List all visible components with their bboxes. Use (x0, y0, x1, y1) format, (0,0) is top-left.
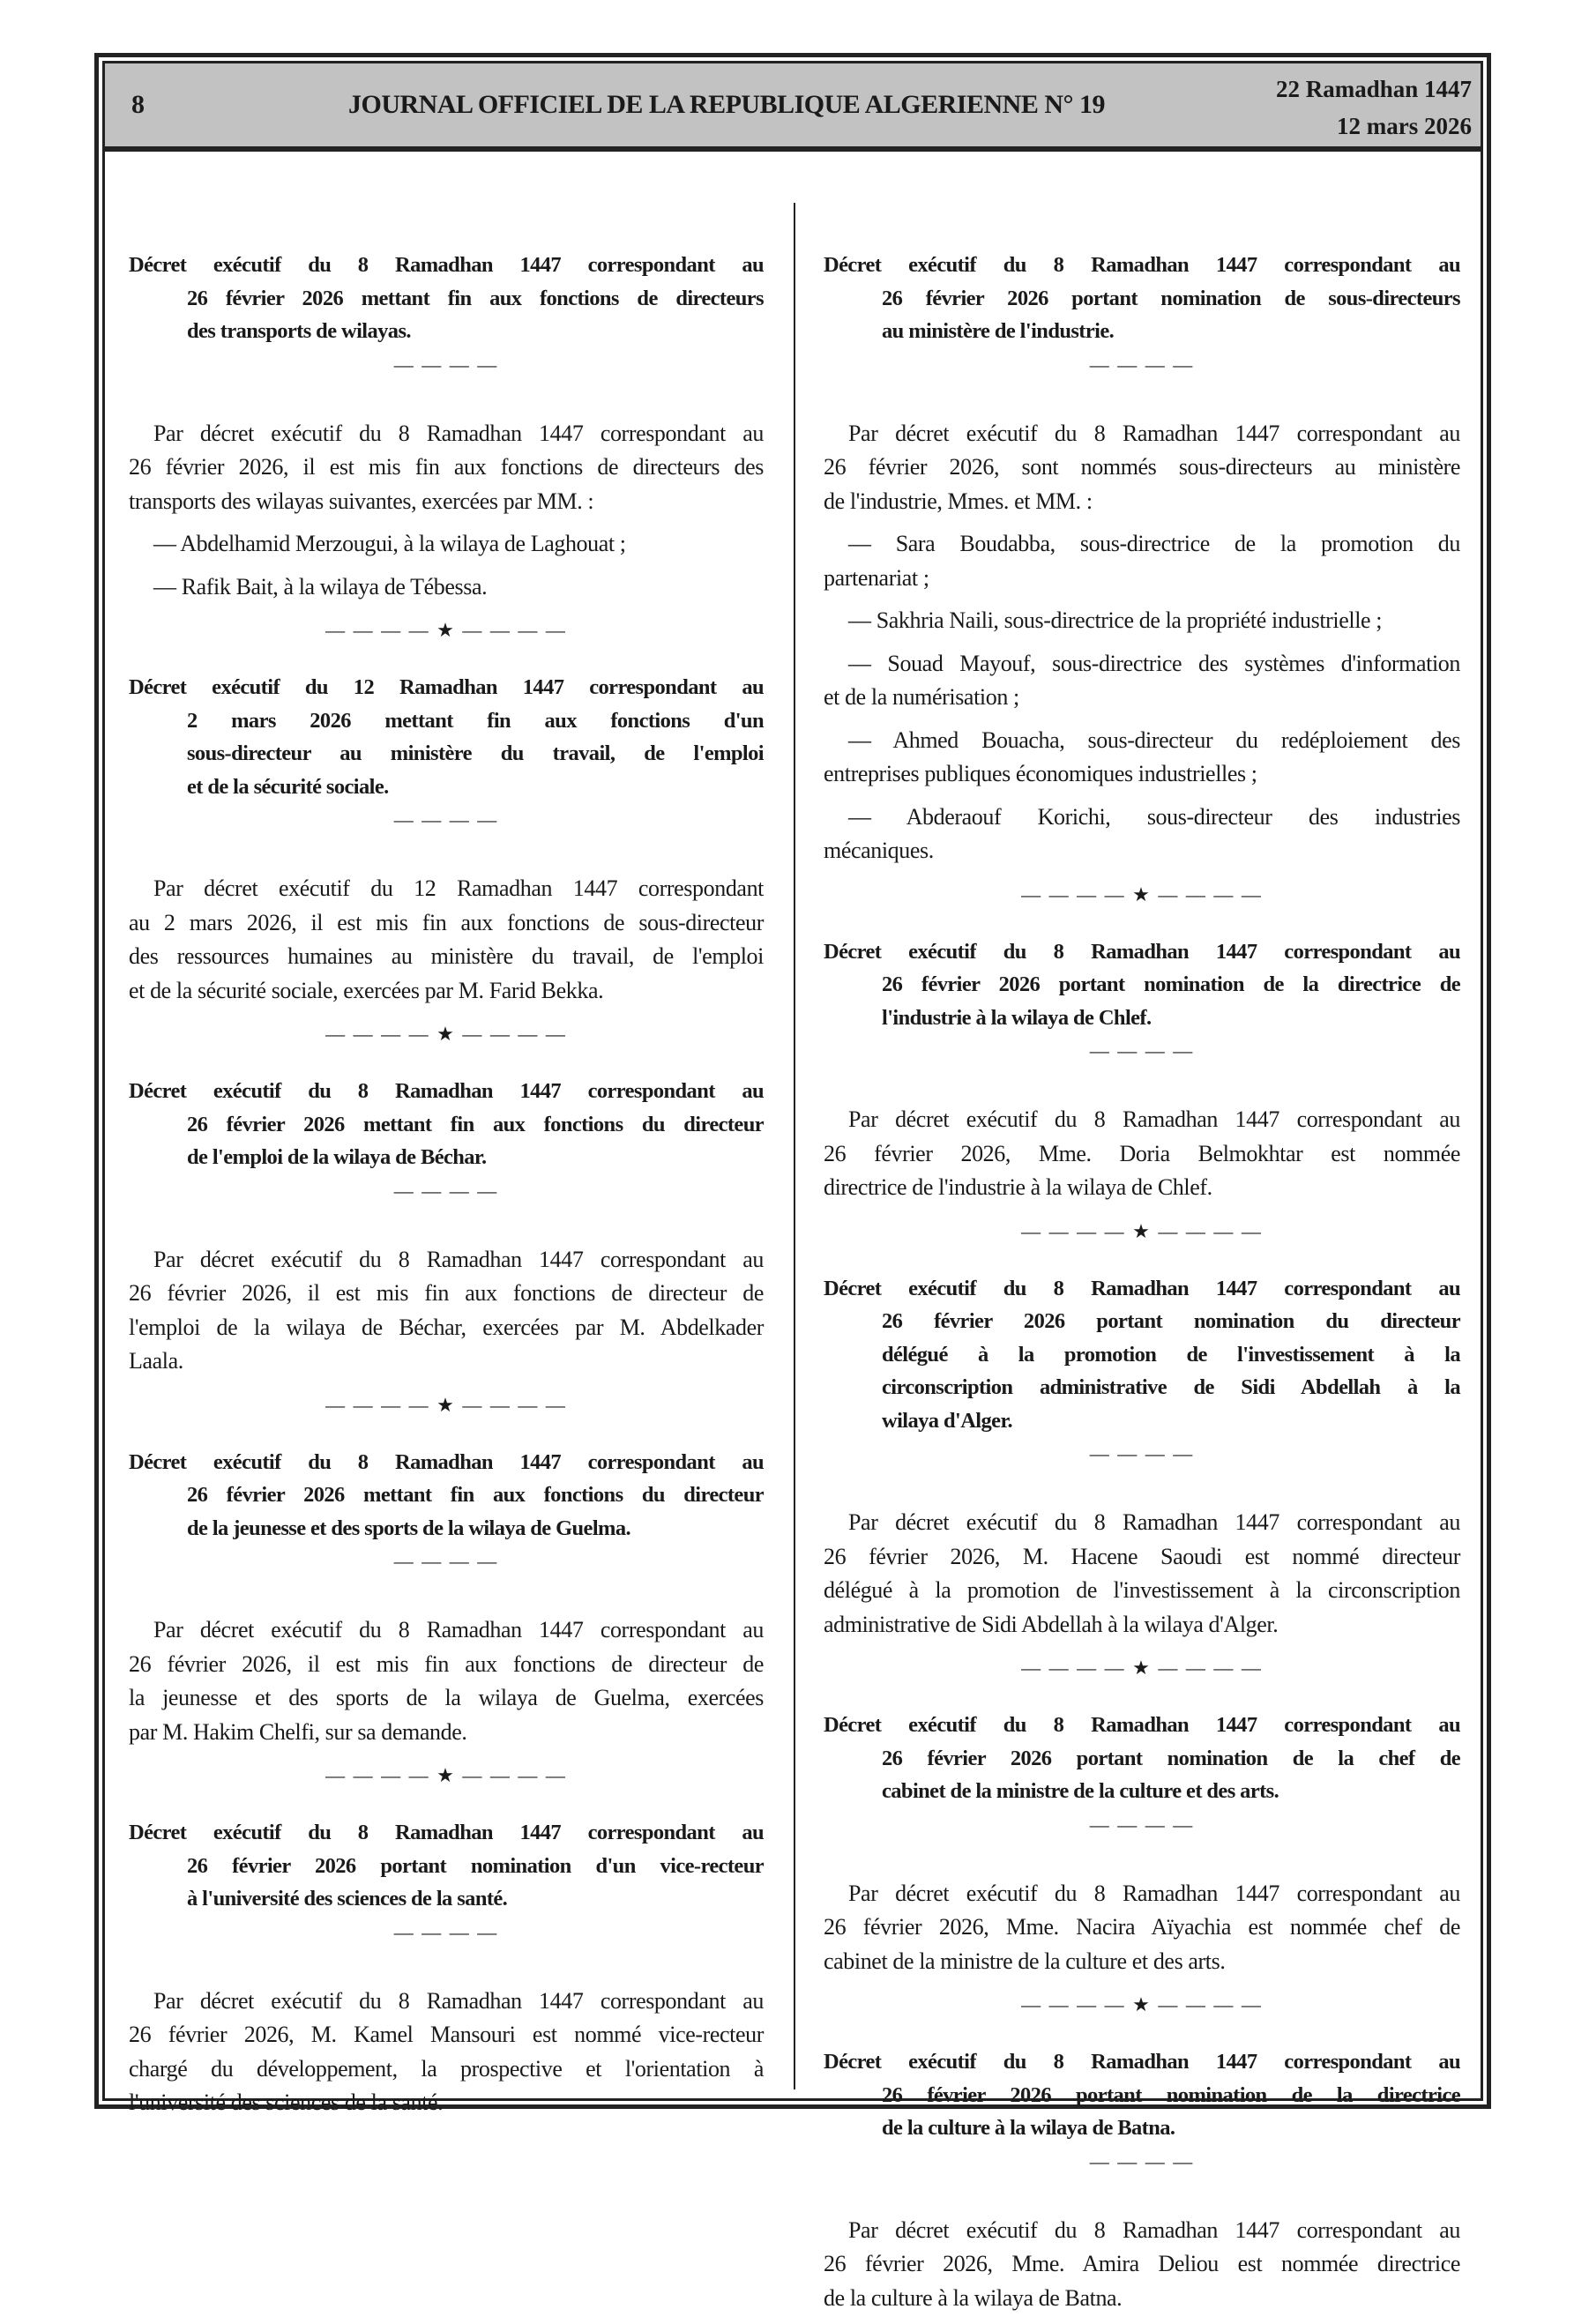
decree-paragraph (129, 872, 764, 1008)
text-line: Par décret exécutif du 12 Ramadhan 1447 correspondant (153, 875, 764, 901)
title-separator: — — — — (1089, 1442, 1195, 1464)
text-line: des transports de wilayas. (187, 319, 411, 343)
section-separator-star: — — — — ★ — — — — (325, 1023, 567, 1045)
title-separator: — — — — (1089, 2149, 1195, 2172)
decree-title (129, 1816, 764, 1916)
text-line: Par décret exécutif du 8 Ramadhan 1447 correspondant au (848, 2216, 1460, 2243)
text-line: 26 février 2026, M. Hacene Saoudi est nommé directeur (824, 1543, 1460, 1569)
title-separator: — — — — (393, 353, 499, 376)
text-line: de la culture à la wilaya de Batna. (882, 2116, 1175, 2140)
decree-paragraph (824, 801, 1460, 868)
text-line: 26 février 2026 portant nomination du directeur (882, 1309, 1460, 1333)
decree-paragraph (129, 527, 764, 562)
decree-paragraph (824, 1103, 1460, 1205)
title-separator: — — — — (1089, 1813, 1195, 1836)
decree-title (824, 1709, 1460, 1808)
text-line: chargé du développement, la prospective et l'orientation à (129, 2055, 764, 2082)
decree-title (824, 1272, 1460, 1438)
decree-paragraph (824, 417, 1460, 519)
title-separator: — — — — (1089, 1039, 1195, 1061)
decree-title (824, 249, 1460, 348)
text-line: de l'emploi de la wilaya de Béchar. (187, 1145, 487, 1169)
text-line: Décret exécutif du 8 Ramadhan 1447 correspondant au (129, 1449, 764, 1474)
text-line: à l'université des sciences de la santé. (187, 1887, 508, 1911)
text-line: Par décret exécutif du 8 Ramadhan 1447 correspondant au (153, 1987, 764, 2014)
text-line: 26 février 2026, Mme. Doria Belmokhtar est nommée (824, 1140, 1460, 1166)
text-line: 26 février 2026 portant nomination de sous-directeurs (882, 286, 1460, 310)
text-line: et de la sécurité sociale. (187, 774, 389, 799)
text-line: 26 février 2026, sont nommés sous-directeurs au ministère (824, 454, 1460, 480)
text-line: Décret exécutif du 8 Ramadhan 1447 correspondant au (129, 1079, 764, 1103)
text-line: 2 mars 2026 mettant fin aux fonctions d'un (187, 708, 764, 733)
column-divider (794, 203, 795, 2089)
text-line: Décret exécutif du 8 Ramadhan 1447 correspondant au (824, 2050, 1460, 2074)
text-line: Par décret exécutif du 8 Ramadhan 1447 correspondant au (848, 1106, 1460, 1132)
date-hijri: 22 Ramadhan 1447 (1275, 76, 1472, 102)
text-line: délégué à la promotion de l'investissement à la circonscription (824, 1577, 1460, 1603)
text-line: Par décret exécutif du 8 Ramadhan 1447 correspondant au (848, 1880, 1460, 1906)
text-line: Décret exécutif du 8 Ramadhan 1447 correspondant au (129, 1821, 764, 1844)
title-separator: — — — — (1089, 353, 1195, 376)
section-separator-star: — — — — ★ — — — — (1021, 1993, 1263, 2015)
decree-paragraph (824, 2214, 1460, 2316)
decree-title (129, 249, 764, 348)
text-line: Décret exécutif du 8 Ramadhan 1447 correspondant au (824, 1276, 1460, 1300)
text-line: cabinet de la ministre de la culture et des arts. (824, 1948, 1226, 1974)
decree-paragraph (129, 1243, 764, 1379)
text-line: — Ahmed Bouacha, sous-directeur du redéploiement des (848, 726, 1460, 753)
decree-title (824, 2045, 1460, 2145)
decree-paragraph (129, 417, 764, 519)
text-line: et de la sécurité sociale, exercées par M. Farid Bekka. (129, 977, 604, 1003)
text-line: Par décret exécutif du 8 Ramadhan 1447 correspondant au (153, 1246, 764, 1272)
section-separator-star: — — — — ★ — — — — (1021, 1657, 1263, 1679)
date-gregorian: 12 mars 2026 (1337, 113, 1472, 139)
decree-paragraph (824, 724, 1460, 792)
text-line: 26 février 2026, Mme. Amira Deliou est nommée directrice (824, 2251, 1460, 2276)
text-line: 26 février 2026 portant nomination d'un vice-recteur (187, 1853, 764, 1878)
text-line: directrice de l'industrie à la wilaya de Chlef. (824, 1174, 1212, 1200)
text-line: 26 février 2026 mettant fin aux fonctions de directeurs (187, 286, 764, 310)
left-column (129, 249, 764, 2129)
text-line: Décret exécutif du 12 Ramadhan 1447 correspondant au (129, 675, 764, 699)
title-separator: — — — — (393, 1550, 499, 1572)
decree-paragraph (129, 1985, 764, 2120)
decree-title (129, 1446, 764, 1546)
text-line: Par décret exécutif du 8 Ramadhan 1447 correspondant au (153, 1617, 764, 1642)
page-number: 8 (131, 90, 145, 119)
text-line: — Rafik Bait, à la wilaya de Tébessa. (153, 573, 488, 600)
right-column (824, 249, 1460, 2324)
text-line: circonscription administrative de Sidi Abdellah à la (882, 1375, 1460, 1399)
text-line: 26 février 2026, il est mis fin aux fonctions de directeur de (129, 1280, 764, 1306)
decree-paragraph (824, 1877, 1460, 1979)
text-line: l'université des sciences de la santé. (129, 2089, 444, 2115)
section-separator-star: — — — — ★ — — — — (1021, 1219, 1263, 1242)
text-line: partenariat ; (824, 564, 929, 591)
section-separator-star: — — — — ★ — — — — (1021, 883, 1263, 905)
text-line: délégué à la promotion de l'investissement à la (882, 1342, 1460, 1367)
text-line: — Sakhria Naili, sous-directrice de la propriété industrielle ; (848, 607, 1383, 633)
text-line: de l'industrie, Mmes. et MM. : (824, 488, 1093, 514)
text-line: 26 février 2026 mettant fin aux fonctions du directeur (187, 1483, 764, 1507)
text-line: — Sara Boudabba, sous-directrice de la promotion du (848, 531, 1460, 556)
decree-paragraph (129, 570, 764, 605)
text-line: par M. Hakim Chelfi, sur sa demande. (129, 1718, 467, 1745)
text-line: — Abdelhamid Merzougui, à la wilaya de Laghouat ; (153, 531, 626, 556)
text-line: 26 février 2026, il est mis fin aux fonctions de directeurs des (129, 454, 764, 480)
text-line: — Abderaouf Korichi, sous-directeur des industries (848, 803, 1460, 830)
decree-title (129, 1075, 764, 1174)
text-line: — Souad Mayouf, sous-directrice des systèmes d'information (848, 650, 1460, 676)
text-line: Par décret exécutif du 8 Ramadhan 1447 correspondant au (153, 420, 764, 446)
text-line: cabinet de la ministre de la culture et des arts. (882, 1779, 1279, 1803)
text-line: Décret exécutif du 8 Ramadhan 1447 correspondant au (129, 253, 764, 277)
text-line: 26 février 2026, M. Kamel Mansouri est nommé vice-recteur (129, 2022, 764, 2047)
decree-paragraph (129, 1613, 764, 1749)
text-line: au 2 mars 2026, il est mis fin aux fonctions de sous-directeur (129, 909, 764, 935)
text-line: au ministère de l'industrie. (882, 319, 1115, 343)
text-line: 26 février 2026 portant nomination de la directrice de (882, 972, 1460, 996)
text-line: l'industrie à la wilaya de Chlef. (882, 1005, 1152, 1030)
text-line: entreprises publiques économiques industrielles ; (824, 761, 1257, 786)
decree-paragraph (824, 647, 1460, 715)
text-line: mécaniques. (824, 838, 934, 863)
text-line: la jeunesse et des sports de la wilaya de Guelma, exercées (129, 1685, 764, 1710)
text-line: Par décret exécutif du 8 Ramadhan 1447 correspondant au (848, 420, 1460, 446)
text-line: et de la numérisation ; (824, 684, 1019, 710)
text-line: Décret exécutif du 8 Ramadhan 1447 correspondant au (824, 1713, 1460, 1737)
text-line: sous-directeur au ministère du travail, de l'emploi (187, 741, 764, 765)
text-line: Laala. (129, 1348, 183, 1374)
text-line: 26 février 2026, il est mis fin aux fonctions de directeur de (129, 1650, 764, 1677)
page-inner-frame (102, 61, 1483, 2311)
decree-paragraph (824, 527, 1460, 595)
text-line: Par décret exécutif du 8 Ramadhan 1447 correspondant au (848, 1509, 1460, 1535)
section-separator-star: — — — — ★ — — — — (325, 1764, 567, 1786)
section-separator-star: — — — — ★ — — — — (325, 619, 567, 641)
page-header (105, 63, 1481, 152)
text-line: l'emploi de la wilaya de Béchar, exercées par M. Abdelkader (129, 1314, 764, 1340)
section-separator-star: — — — — ★ — — — — (325, 1393, 567, 1416)
text-line: 26 février 2026 portant nomination de la directrice (882, 2082, 1460, 2107)
text-line: 26 février 2026 mettant fin aux fonctions du directeur (187, 1112, 764, 1136)
text-line: Décret exécutif du 8 Ramadhan 1447 correspondant au (824, 253, 1460, 277)
text-line: transports des wilayas suivantes, exercées par MM. : (129, 488, 594, 514)
title-separator: — — — — (393, 808, 499, 831)
decree-title (824, 935, 1460, 1035)
decree-title (129, 671, 764, 803)
text-line: administrative de Sidi Abdellah à la wilaya d'Alger. (824, 1611, 1279, 1637)
decree-paragraph (824, 1506, 1460, 1642)
text-line: Décret exécutif du 8 Ramadhan 1447 correspondant au (824, 939, 1460, 964)
text-line: wilaya d'Alger. (882, 1408, 1012, 1433)
page-frame (94, 53, 1491, 2311)
text-line: des ressources humaines au ministère du travail, de l'emploi (129, 943, 764, 969)
text-line: 26 février 2026, Mme. Nacira Aïyachia est nommée chef de (824, 1914, 1460, 1940)
title-separator: — — — — (393, 1179, 499, 1202)
text-line: de la jeunesse et des sports de la wilaya de Guelma. (187, 1516, 631, 1540)
title-separator: — — — — (393, 1920, 499, 1943)
decree-paragraph (824, 604, 1460, 638)
text-line: de la culture à la wilaya de Batna. (824, 2284, 1123, 2311)
journal-title: JOURNAL OFFICIEL DE LA REPUBLIQUE ALGERIENNE N° 19 (348, 90, 1105, 119)
text-line: 26 février 2026 portant nomination de la chef de (882, 1746, 1460, 1770)
issue-date (1276, 71, 1472, 145)
